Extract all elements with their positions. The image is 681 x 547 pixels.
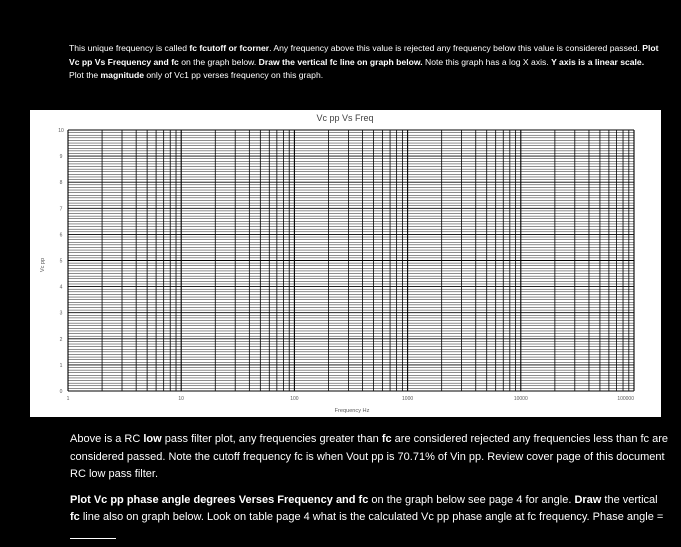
- y-tick-label: 1: [59, 362, 63, 369]
- vc-pp-vs-freq-chart[interactable]: [30, 110, 661, 417]
- x-tick-label: 10: [178, 396, 184, 402]
- text: Above is a RC: [70, 433, 144, 445]
- text-bold: fc: [381, 433, 392, 445]
- y-tick-label: 10: [58, 128, 64, 134]
- text: only of Vc1 pp verses frequency on this graph.: [143, 70, 324, 81]
- text-bold: magnitude: [100, 70, 144, 81]
- text-bold: fc: [70, 511, 80, 523]
- y-tick-label: 0: [59, 389, 63, 395]
- chart-title: Vc pp Vs Freq: [316, 113, 374, 123]
- x-axis-label: Frequency Hz: [334, 408, 370, 414]
- text-bold: fc fcutoff or fcorner: [189, 43, 270, 53]
- y-axis-ticks: [58, 128, 64, 395]
- y-tick-label: 5: [59, 258, 63, 265]
- x-tick-label: 1: [66, 396, 70, 402]
- text-bold: low: [143, 433, 162, 445]
- text: on the graph below see page 4 for angle.: [368, 493, 575, 506]
- text: This unique frequency is called: [69, 43, 190, 53]
- text-bold: Y axis is a linear scale.: [551, 56, 645, 67]
- text: Note this graph has a log X axis.: [422, 56, 552, 67]
- text: are considered rejected any frequencies less than fc are considered passed. Note the cutoff frequency fc is when Vout pp is 70.71% of Vin pp. Review cover page of this document RC low pass filter.: [70, 433, 669, 480]
- outro-paragraph-1: [70, 431, 670, 484]
- y-tick-label: 8: [59, 180, 63, 187]
- text: line also on graph below. Look on table page 4 what is the calculated Vc pp phase angle at fc frequency. Phase angle =: [79, 511, 664, 523]
- y-tick-label: 2: [59, 336, 63, 343]
- text: on the graph below.: [178, 56, 259, 67]
- text-bold: Plot Vc pp Vs Frequency and fc: [69, 43, 659, 67]
- x-tick-label: 1000: [402, 396, 414, 402]
- y-axis-label: Vc pp: [40, 257, 46, 273]
- text-bold: Plot Vc pp phase angle degrees Verses Frequency and fc: [70, 493, 369, 506]
- y-tick-label: 3: [59, 310, 63, 317]
- instructions-paragraph-2: [69, 69, 669, 83]
- outro-paragraph-2: [70, 492, 670, 546]
- instructions-paragraph-1: [69, 42, 669, 69]
- x-tick-label: 100000: [617, 396, 634, 402]
- text: pass filter plot, any frequencies greater than: [161, 433, 382, 445]
- text: . Any frequency above this value is rejected any frequency below this value is considered passed.: [269, 43, 643, 53]
- text: the vertical: [601, 493, 658, 506]
- text: Plot the: [69, 70, 101, 81]
- instructions-bottom: [70, 431, 670, 545]
- x-axis-ticks: [67, 396, 635, 402]
- x-tick-label: 10000: [513, 396, 528, 402]
- phase-angle-blank[interactable]: [70, 527, 116, 539]
- text-bold: Draw the vertical fc line on graph below.: [258, 56, 423, 67]
- text-bold: Draw: [574, 493, 602, 506]
- x-tick-label: 100: [290, 396, 299, 402]
- chart-card: [30, 110, 661, 417]
- y-tick-label: 9: [59, 154, 63, 161]
- y-tick-label: 6: [59, 232, 63, 239]
- y-tick-label: 7: [59, 206, 63, 213]
- instructions-top: [69, 42, 669, 83]
- grid: [68, 130, 634, 391]
- y-tick-label: 4: [59, 284, 63, 291]
